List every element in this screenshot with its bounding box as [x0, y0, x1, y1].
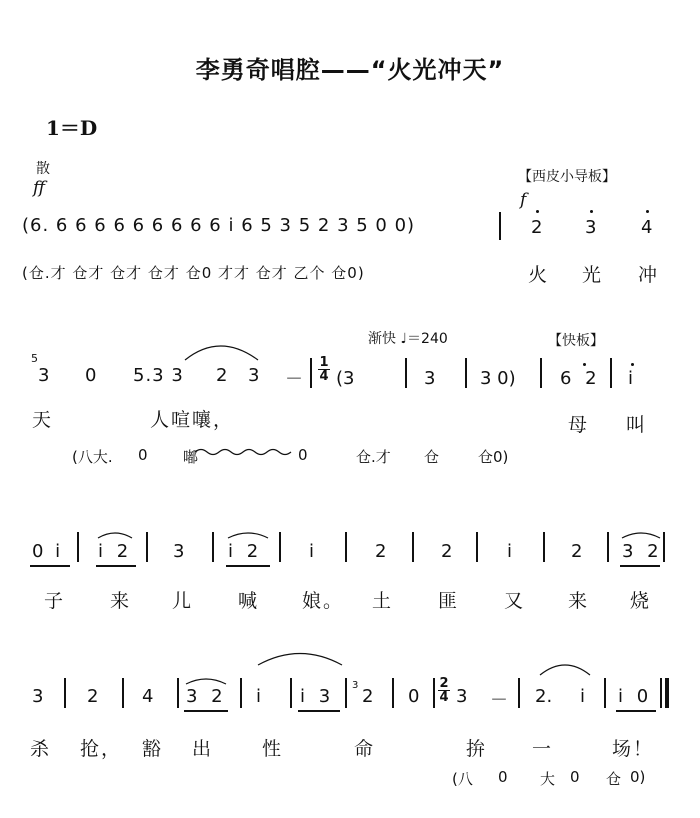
note: 3 — [32, 686, 44, 707]
percussion-item: 仓0) — [478, 448, 509, 466]
lyric-char: 来 — [110, 590, 132, 612]
percussion-item: 0 — [570, 768, 580, 786]
note: 2 — [531, 217, 543, 238]
lyric-char: 拚 — [466, 738, 488, 760]
note: 2 — [375, 541, 387, 562]
note: i 2 — [228, 541, 263, 562]
percussion-item: 0 — [498, 768, 508, 786]
percussion-line: (仓.才 仓才 仓才 仓才 仓0 才才 仓才 乙个 仓0) — [22, 264, 365, 282]
lyric-phrase: 人喧嚷， — [150, 409, 235, 431]
time-signature-top: 1 — [319, 355, 329, 370]
note: 3 — [585, 217, 597, 238]
note: 3 2 — [622, 541, 663, 562]
note: 0 — [85, 365, 97, 386]
note: 0 — [408, 686, 420, 707]
notation-line: (6. 6 6 6 6 6 6 6 6 6 i 6 5 3 5 2 3 5 0 0) — [22, 215, 416, 236]
lyric-char: 又 — [504, 590, 526, 612]
dynamic-marking: ff — [33, 178, 46, 198]
note: i 3 — [300, 686, 335, 707]
note: (3 — [336, 368, 355, 389]
lyric-char: 场！ — [612, 738, 655, 760]
note: 3 — [173, 541, 185, 562]
note: 6 2 — [560, 368, 601, 389]
percussion-item: 0 — [298, 446, 308, 464]
lyric-char: 烧 — [630, 590, 652, 612]
key-signature: 1＝D — [46, 116, 98, 140]
percussion-item: 仓.才 — [356, 448, 391, 466]
lyric-char: 冲 — [638, 264, 660, 286]
note: － — [490, 690, 508, 711]
lyric-char: 杀 — [30, 738, 52, 760]
note: 2 — [441, 541, 453, 562]
note: 3 — [248, 365, 260, 386]
percussion-item: 仓 — [606, 770, 622, 788]
lyric-char: 命 — [354, 738, 376, 760]
note: － — [285, 369, 303, 390]
note: 3 0) — [480, 368, 516, 389]
percussion-item: (八大. — [72, 448, 113, 466]
note: 4 — [142, 686, 154, 707]
time-signature-bottom: 4 — [319, 369, 329, 384]
percussion-item: 嘟 — [183, 448, 199, 466]
percussion-item: 0 — [138, 446, 148, 464]
note: 4 — [641, 217, 653, 238]
note: i — [256, 686, 262, 707]
lyric-char: 匪 — [438, 590, 460, 612]
grace-note: 5 — [31, 352, 38, 365]
percussion-item: 0) — [630, 768, 646, 786]
time-signature-top: 2 — [439, 676, 449, 691]
note: i — [580, 686, 586, 707]
grace-note: 3 — [352, 680, 359, 691]
lyric-char: 喊 — [238, 590, 260, 612]
lyric-char: 叫 — [626, 414, 648, 436]
lyric-char: 娘。 — [302, 590, 345, 612]
note: 2 — [571, 541, 583, 562]
note: i — [309, 541, 315, 562]
dynamic-marking-right: f — [520, 190, 527, 210]
lyric-char: 母 — [568, 414, 590, 436]
page-title: 李勇奇唱腔——“火光冲天” — [195, 56, 505, 84]
lyric-char: 豁 — [142, 738, 164, 760]
note: 2 — [362, 686, 374, 707]
note: 2. — [535, 686, 553, 707]
note: 3 — [38, 365, 50, 386]
note: i 2 — [98, 541, 133, 562]
note: 0 i — [32, 541, 64, 562]
note: 3 — [456, 686, 468, 707]
time-signature-bottom: 4 — [439, 690, 449, 705]
lyric-char: 一 — [532, 738, 554, 760]
tempo-mark: 散 — [36, 161, 50, 177]
lyric-char: 出 — [192, 738, 214, 760]
note: i — [628, 368, 634, 389]
note: 3 — [424, 368, 436, 389]
lyric-char: 抢， — [80, 738, 123, 760]
lyric-char: 土 — [372, 590, 394, 612]
percussion-item: 仓 — [424, 448, 440, 466]
lyric-char: 火 — [528, 264, 550, 286]
tempo-change: 渐快 ♩＝240 — [368, 331, 448, 347]
note: i 0 — [618, 686, 653, 707]
lyric-char: 儿 — [172, 590, 194, 612]
lyric-char: 来 — [568, 590, 590, 612]
note: 3 2 — [186, 686, 227, 707]
note: 2 — [216, 365, 228, 386]
banshi-label: 【西皮小导板】 — [518, 169, 616, 185]
percussion-item: 大 — [540, 770, 556, 788]
percussion-item: (八 — [452, 770, 473, 788]
note: i — [507, 541, 513, 562]
lyric-char: 性 — [262, 738, 284, 760]
note: 5.3 3 — [133, 365, 184, 386]
lyric-char: 子 — [44, 590, 66, 612]
banshi-label: 【快板】 — [548, 333, 604, 349]
note: 2 — [87, 686, 99, 707]
lyric-char: 天 — [32, 409, 54, 431]
lyric-char: 光 — [582, 264, 604, 286]
